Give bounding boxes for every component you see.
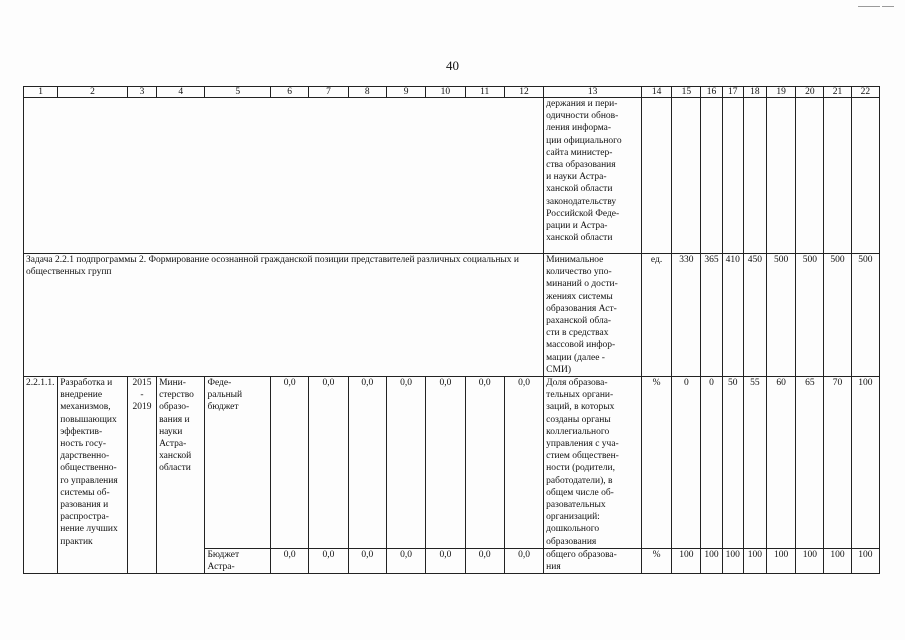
indicator-cell: держания и пери- одичности обнов- ления информа- ции официального сайта министер- ства образования и науки Астра- ханской области законодательству Российской Феде- рации и Астра- ханской области [544, 98, 642, 254]
value-cell: 100 [796, 548, 824, 573]
value-cell: 330 [672, 254, 701, 377]
column-number: 18 [743, 87, 766, 98]
empty-cell [24, 98, 544, 254]
value-cell: 55 [743, 377, 766, 549]
column-number: 7 [309, 87, 348, 98]
value-cell: 100 [824, 548, 851, 573]
value-cell: 50 [722, 377, 743, 549]
column-number: 13 [544, 87, 642, 98]
column-number: 11 [465, 87, 504, 98]
value-cell: 500 [766, 254, 795, 377]
column-number: 14 [641, 87, 671, 98]
value-cell: 500 [824, 254, 851, 377]
column-number-row [24, 87, 880, 98]
funding-source: Бюджет Астра- [205, 548, 271, 573]
value-cell: 100 [672, 548, 701, 573]
value-cell: 410 [722, 254, 743, 377]
empty-cell [701, 98, 722, 254]
indicator-cell: Доля образова- тельных органи- заций, в которых созданы органы коллегиального управления с уча- стием обществен- ности (родители, работодатели), в общем числе об- разовательных организаций: дошкольного образования [544, 377, 642, 549]
empty-cell [796, 98, 824, 254]
finance-cell: 0,0 [465, 548, 504, 573]
column-number: 5 [205, 87, 271, 98]
indicator-cell: общего образова- ния [544, 548, 642, 573]
value-cell: 365 [701, 254, 722, 377]
funding-source: Феде- ральный бюджет [205, 377, 271, 549]
value-cell: 100 [851, 548, 879, 573]
value-cell: 65 [796, 377, 824, 549]
table-row [24, 377, 880, 549]
column-number: 6 [270, 87, 308, 98]
unit-cell: % [641, 548, 671, 573]
value-cell: 60 [766, 377, 795, 549]
task-heading: Задача 2.2.1 подпрограммы 2. Формирование осознанной гражданской позиции представителей различных социальных и общественных групп [24, 254, 544, 377]
scan-mark [858, 6, 880, 7]
column-number: 20 [796, 87, 824, 98]
value-cell: 70 [824, 377, 851, 549]
finance-cell: 0,0 [504, 377, 543, 549]
unit-cell: % [641, 377, 671, 549]
column-number: 1 [24, 87, 58, 98]
finance-cell: 0,0 [309, 548, 348, 573]
column-number: 2 [58, 87, 128, 98]
column-number: 8 [348, 87, 386, 98]
finance-cell: 0,0 [270, 377, 308, 549]
scan-mark [882, 6, 894, 7]
measure-name: Разработка и внедрение механизмов, повышающих эффектив- ность госу- дарственно- общественно- го управления системы об- разования и распростра- нение лучших практик [58, 377, 128, 574]
unit-cell: ед. [641, 254, 671, 377]
indicator-cell: Минимальное количество упо- минаний о дости- жениях системы образования Аст- раханской обла- сти в средствах массовой инфор- мации (далее - СМИ) [544, 254, 642, 377]
empty-cell [672, 98, 701, 254]
value-cell: 0 [672, 377, 701, 549]
value-cell: 0 [701, 377, 722, 549]
column-number: 21 [824, 87, 851, 98]
finance-cell: 0,0 [386, 548, 425, 573]
value-cell: 500 [851, 254, 879, 377]
finance-cell: 0,0 [309, 377, 348, 549]
empty-cell [722, 98, 743, 254]
finance-cell: 0,0 [504, 548, 543, 573]
value-cell: 100 [766, 548, 795, 573]
finance-cell: 0,0 [270, 548, 308, 573]
empty-cell [766, 98, 795, 254]
program-table [23, 86, 880, 574]
finance-cell: 0,0 [348, 548, 386, 573]
column-number: 17 [722, 87, 743, 98]
finance-cell: 0,0 [348, 377, 386, 549]
column-number: 3 [127, 87, 156, 98]
finance-cell: 0,0 [426, 548, 465, 573]
finance-cell: 0,0 [386, 377, 425, 549]
column-number: 4 [157, 87, 205, 98]
executor-cell: Мини- стерство образо- вания и науки Астра- ханской области [157, 377, 205, 574]
column-number: 12 [504, 87, 543, 98]
column-number: 19 [766, 87, 795, 98]
empty-cell [743, 98, 766, 254]
column-number: 22 [851, 87, 879, 98]
empty-cell [851, 98, 879, 254]
column-number: 10 [426, 87, 465, 98]
finance-cell: 0,0 [426, 377, 465, 549]
value-cell: 100 [701, 548, 722, 573]
column-number: 15 [672, 87, 701, 98]
value-cell: 100 [851, 377, 879, 549]
finance-cell: 0,0 [465, 377, 504, 549]
value-cell: 100 [743, 548, 766, 573]
page-number: 40 [446, 58, 459, 73]
column-number: 9 [386, 87, 425, 98]
empty-cell [824, 98, 851, 254]
value-cell: 500 [796, 254, 824, 377]
table-row [24, 254, 880, 377]
value-cell: 100 [722, 548, 743, 573]
item-number: 2.2.1.1. [24, 377, 58, 574]
value-cell: 450 [743, 254, 766, 377]
column-number: 16 [701, 87, 722, 98]
period-cell: 2015 - 2019 [127, 377, 156, 574]
empty-cell [641, 98, 671, 254]
table-row [24, 98, 880, 254]
